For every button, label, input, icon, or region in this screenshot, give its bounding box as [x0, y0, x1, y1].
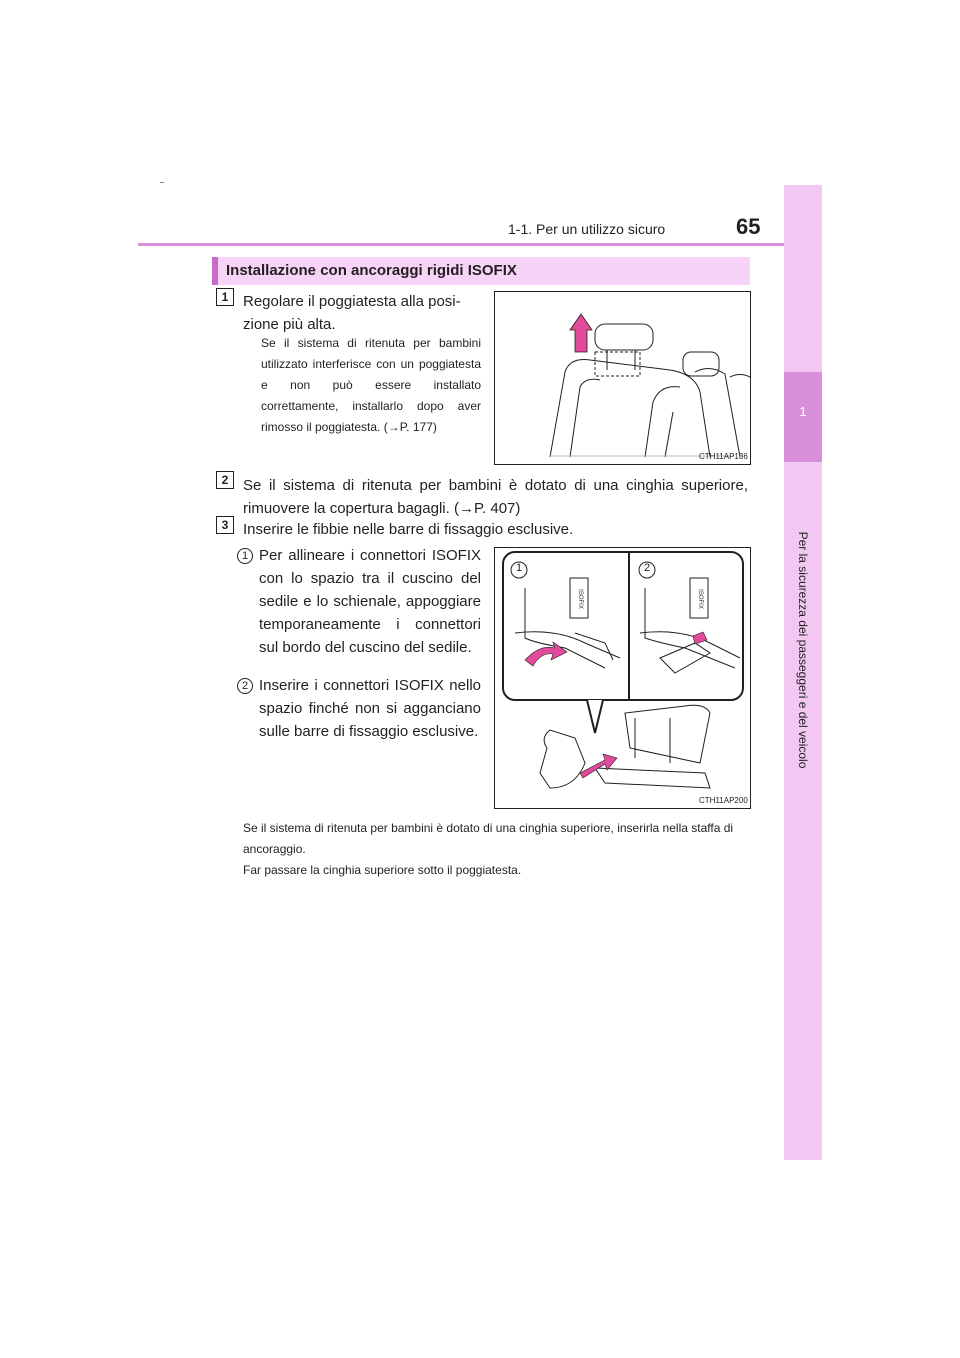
step-2-text: Se il sistema di ritenuta per bambini è dotato di una cinghia superiore, rimuovere la copertura bagagli. (→P. 407)	[243, 477, 748, 517]
step-1-text-line-2: zione più alta.	[243, 316, 336, 333]
substep-number-1: 1	[237, 548, 253, 564]
figure-2-code: CTH11AP200	[699, 796, 748, 805]
page-number: 65	[736, 214, 761, 239]
isofix-label-right: ISOFIX	[696, 589, 703, 609]
final-note-1: Se il sistema di ritenuta per bambini è dotato di una cinghia superiore, inserirla nella staffa di ancoraggio.	[243, 821, 734, 856]
figure-1-code: CTH11AP136	[699, 452, 748, 461]
isofix-figure	[494, 547, 751, 809]
side-chapter-title: Per la sicurezza dei passeggeri e del veicolo	[796, 531, 810, 769]
isofix-label-left: ISOFIX	[576, 589, 583, 609]
step-3-text: Inserire le fibbie nelle barre di fissaggio esclusive.	[243, 521, 574, 538]
step-number-1: 1	[216, 288, 234, 306]
top-mark	[160, 182, 164, 183]
side-chapter-number: 1	[799, 404, 807, 419]
substep-2-text: Inserire i connettori ISOFIX nello spazio finché non si agganciano sulle barre di fissaggio esclusive.	[259, 677, 481, 740]
figure-callout-2: 2	[643, 562, 651, 574]
header-rule	[138, 243, 822, 246]
header-section-ref: 1-1. Per un utilizzo sicuro	[508, 221, 666, 237]
final-note-2: Far passare la cinghia superiore sotto il poggiatesta.	[243, 863, 522, 877]
step-1-note: Se il sistema di ritenuta per bambini utilizzato interferisce con un poggiatesta e non può essere installato correttamente, installarlo dopo aver rimosso il poggiatesta. (→P. 177)	[261, 336, 481, 434]
up-arrow-icon	[570, 314, 592, 352]
step-number-2: 2	[216, 471, 234, 489]
step-1-text-line-1: Regolare il poggiatesta alla posi-	[243, 293, 461, 310]
substep-1-text: Per allineare i connettori ISOFIX con lo spazio tra il cuscino del sedile e lo schienale, appoggiare temporaneamente i connettori sul bordo del cuscino del sedile.	[259, 547, 481, 656]
headrest-illustration	[495, 292, 750, 464]
section-title: Installazione con ancoraggi rigidi ISOFIX	[226, 262, 517, 279]
connector-highlight-icon	[693, 632, 707, 644]
headrest-figure	[494, 291, 751, 465]
substep-number-2: 2	[237, 678, 253, 694]
insert-arrow-icon	[525, 642, 567, 666]
figure-callout-1: 1	[515, 562, 523, 574]
step-number-3: 3	[216, 516, 234, 534]
install-arrow-icon	[580, 754, 617, 778]
isofix-illustration	[495, 548, 750, 808]
